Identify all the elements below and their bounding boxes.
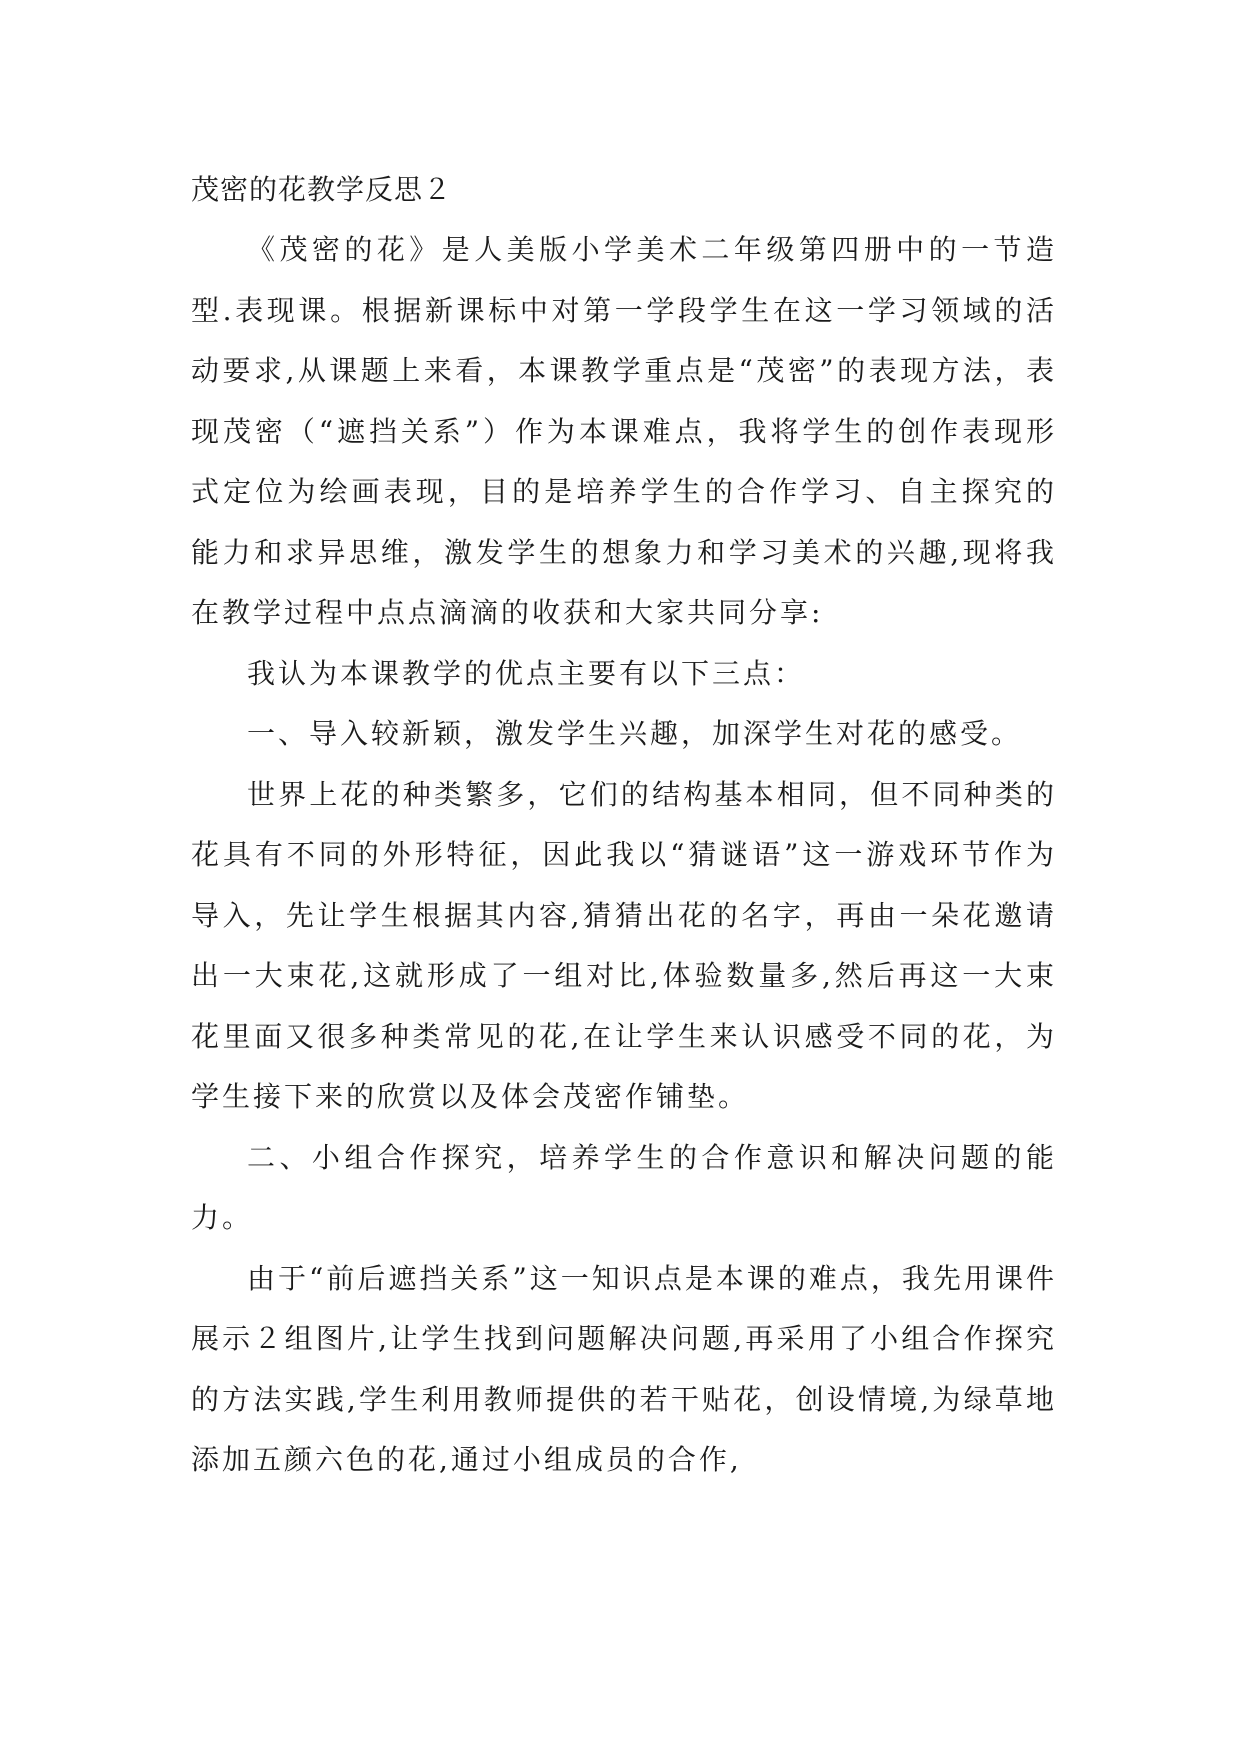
- paragraph-intro: 《茂密的花》是人美版小学美术二年级第四册中的一节造型.表现课。根据新课标中对第一学段学生在这一学习领域的活动要求,从课题上来看，本课教学重点是“茂密”的表现方法，表现茂密（“遮挡关系”）作为本课难点，我将学生的创作表现形式定位为绘画表现，目的是培养学生的合作学习、自主探究的能力和求异思维，激发学生的想象力和学习美术的兴趣,现将我在教学过程中点点滴滴的收获和大家共同分享:: [191, 233, 1057, 629]
- paragraph-point-two-heading: 二、小组合作探究，培养学生的合作意识和解决问题的能力。: [191, 1140, 1057, 1234]
- paragraph-point-two-body: 由于“前后遮挡关系”这一知识点是本课的难点，我先用课件展示２组图片,让学生找到问题解决问题,再采用了小组合作探究的方法实践,学生利用教师提供的若干贴花，创设情境,为绿草地添加五颜六色的花,通过小组成员的合作,: [191, 1261, 1057, 1476]
- paragraph-point-one-heading: 一、导入较新颖，激发学生兴趣，加深学生对花的感受。: [247, 717, 1023, 750]
- document-title: 茂密的花教学反思２: [191, 173, 453, 206]
- paragraph-advantages-lead: 我认为本课教学的优点主要有以下三点：: [247, 656, 806, 690]
- document-body: [191, 160, 1057, 1491]
- paragraph-point-one-body: 世界上花的种类繁多，它们的结构基本相同，但不同种类的花具有不同的外形特征，因此我以“猜谜语”这一游戏环节作为导入，先让学生根据其内容,猜猜出花的名字，再由一朵花邀请出一大束花,这就形成了一组对比,体验数量多,然后再这一大束花里面又很多种类常见的花,在让学生来认识感受不同的花，为学生接下来的欣赏以及体会茂密作铺垫。: [191, 777, 1057, 1113]
